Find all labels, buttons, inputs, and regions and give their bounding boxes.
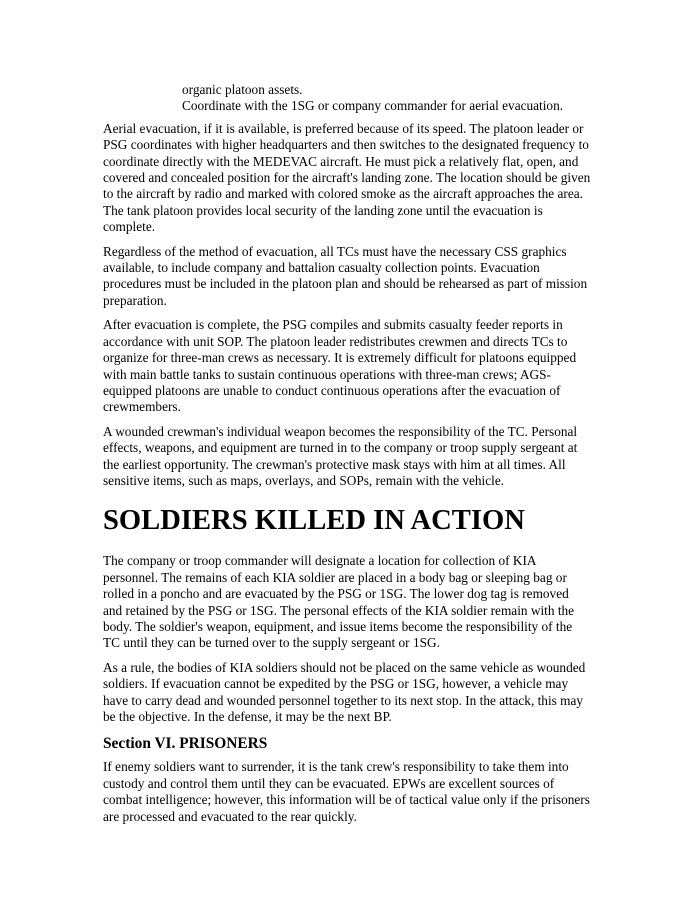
heading-soldiers-killed-in-action: SOLDIERS KILLED IN ACTION — [103, 505, 525, 537]
paragraph-kia-collection: The company or troop commander will designate a location for collection of KIA personnel. The remains of each KIA soldier are placed in a body bag or sleeping bag or rolled in a poncho and are evacuated by the PSG or 1SG. The lower dog tag is removed and retained by the PSG or 1SG. The personal effects of the KIA soldier remain with the body. The soldier's weapon, equipment, and issue items become the responsibility of the TC until they can be turned over to the supply sergeant or 1SG. — [103, 553, 575, 651]
paragraph-wounded-weapon: A wounded crewman's individual weapon becomes the responsibility of the TC. Personal effects, weapons, and equipment are turned in to the company or troop supply sergeant at the earliest opportunity. The crewman's protective mask stays with him at all times. All sensitive items, such as maps, overlays, and SOPs, remain with the vehicle. — [103, 423, 578, 488]
continued-list — [103, 82, 591, 115]
heading-section-prisoners: Section VI. PRISONERS — [103, 735, 268, 753]
paragraph-evacuation-method: Regardless of the method of evacuation, all TCs must have the necessary CSS graphics available, to include company and battalion casualty collection points. Evacuation procedures must be included in the platoon plan and should be rehearsed as part of mission preparation. — [103, 243, 588, 308]
paragraph-prisoners: If enemy soldiers want to surrender, it is the tank crew's responsibility to take them into custody and control them until they can be evacuated. EPWs are excellent sources of combat intelligence; however, this information will be of tactical value only if the prisoners are processed and evacuated to the rear quickly. — [103, 759, 590, 824]
list-item: Coordinate with the 1SG or company commander for aerial evacuation. — [182, 98, 564, 114]
page-content — [103, 82, 591, 833]
paragraph-kia-vehicle: As a rule, the bodies of KIA soldiers should not be placed on the same vehicle as wounded soldiers. If evacuation cannot be expedited by the PSG or 1SG, however, a vehicle may have to carry dead and wounded personnel together to its next stop. In the attack, this may be the objective. In the defense, it may be the next BP. — [103, 659, 586, 724]
paragraph-aerial-evacuation: Aerial evacuation, if it is available, is preferred because of its speed. The platoon leader or PSG coordinates with higher headquarters and then switches to the designated frequency to coordinate directly with the MEDEVAC aircraft. He must pick a relatively flat, open, and covered and concealed position for the aircraft's landing zone. The location should be given to the aircraft by radio and marked with colored smoke as the aircraft approaches the area. The tank platoon provides local security of the landing zone until the evacuation is complete. — [103, 120, 591, 235]
paragraph-after-evacuation: After evacuation is complete, the PSG compiles and submits casualty feeder reports in accordance with unit SOP. The platoon leader redistributes crewmen and directs TCs to organize for three-man crews as necessary. It is extremely difficult for platoons equipped with main battle tanks to sustain continuous operations with three-man crews; AGS-equipped platoons are unable to conduct continuous operations after the evacuation of crewmembers. — [103, 317, 577, 415]
list-item: organic platoon assets. — [182, 82, 303, 97]
